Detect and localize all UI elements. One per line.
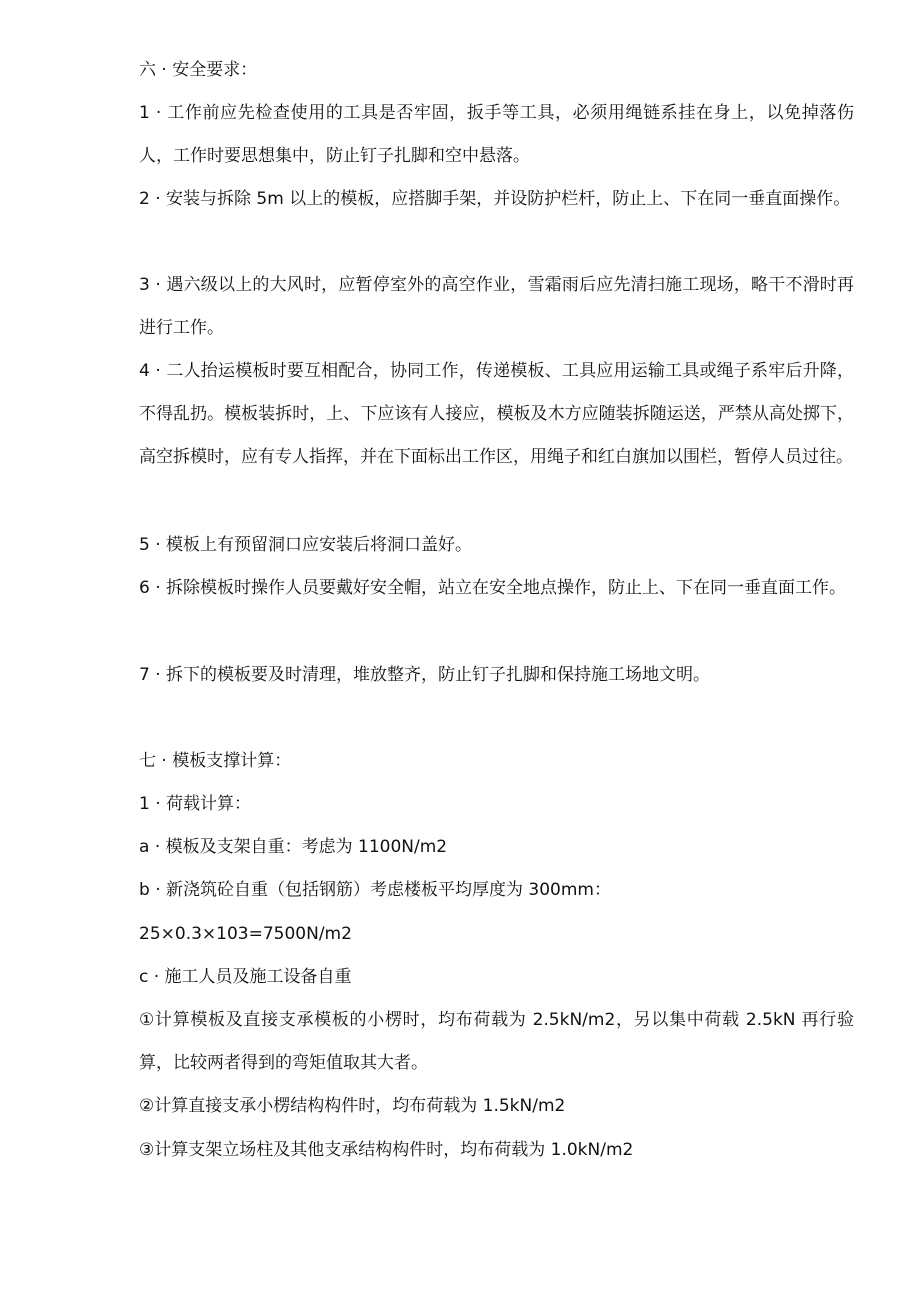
load-item-c: c · 施工人员及施工设备自重 <box>139 967 352 987</box>
load-c-item-1: ①计算模板及直接支承模板的小楞时，均布荷载为 2.5kN/m2，另以集中荷载 2.5kN 再行验算，比较两者得到的弯矩值取其大者。 <box>139 1010 854 1073</box>
section-seven-heading: 七 · 模板支撑计算： <box>139 751 292 771</box>
safety-item-5: 5 · 模板上有预留洞口应安装后将洞口盖好。 <box>139 535 473 555</box>
load-c-item-3: ③计算支架立场柱及其他支承结构构件时，均布荷载为 1.0kN/m2 <box>139 1140 634 1160</box>
section-six-heading: 六 · 安全要求： <box>139 60 258 80</box>
safety-item-4: 4 · 二人抬运模板时要互相配合，协同工作，传递模板、工具应用运输工具或绳子系牢后升降，不得乱扔。模板装拆时，上、下应该有人接应，模板及木方应随装拆随运送，严禁从高处掷下，高空拆模时，应有专人指挥，并在下面标出工作区，用绳子和红白旗加以围栏，暂停人员过往。 <box>139 361 854 467</box>
load-item-a: a · 模板及支架自重：考虑为 1100N/m2 <box>139 837 448 857</box>
load-item-b: b · 新浇筑砼自重（包括钢筋）考虑楼板平均厚度为 300mm： <box>139 880 611 900</box>
load-formula: 25×0.3×103=7500N/m2 <box>139 924 352 944</box>
safety-item-7: 7 · 拆下的模板要及时清理，堆放整齐，防止钉子扎脚和保持施工场地文明。 <box>139 665 711 685</box>
safety-item-6: 6 · 拆除模板时操作人员要戴好安全帽，站立在安全地点操作，防止上、下在同一垂直面工作。 <box>139 578 847 598</box>
load-calc-subheading: 1 · 荷载计算： <box>139 794 252 814</box>
load-c-item-2: ②计算直接支承小楞结构构件时，均布荷载为 1.5kN/m2 <box>139 1096 566 1116</box>
safety-item-2: 2 · 安装与拆除 5m 以上的模板，应搭脚手架，并设防护栏杆，防止上、下在同一垂直面操作。 <box>139 189 851 209</box>
safety-item-3: 3 · 遇六级以上的大风时，应暂停室外的高空作业，雪霜雨后应先清扫施工现场，略干不滑时再进行工作。 <box>139 275 854 338</box>
safety-item-1: 1 · 工作前应先检查使用的工具是否牢固，扳手等工具，必须用绳链系挂在身上，以免掉落伤人，工作时要思想集中，防止钉子扎脚和空中悬落。 <box>139 103 854 166</box>
